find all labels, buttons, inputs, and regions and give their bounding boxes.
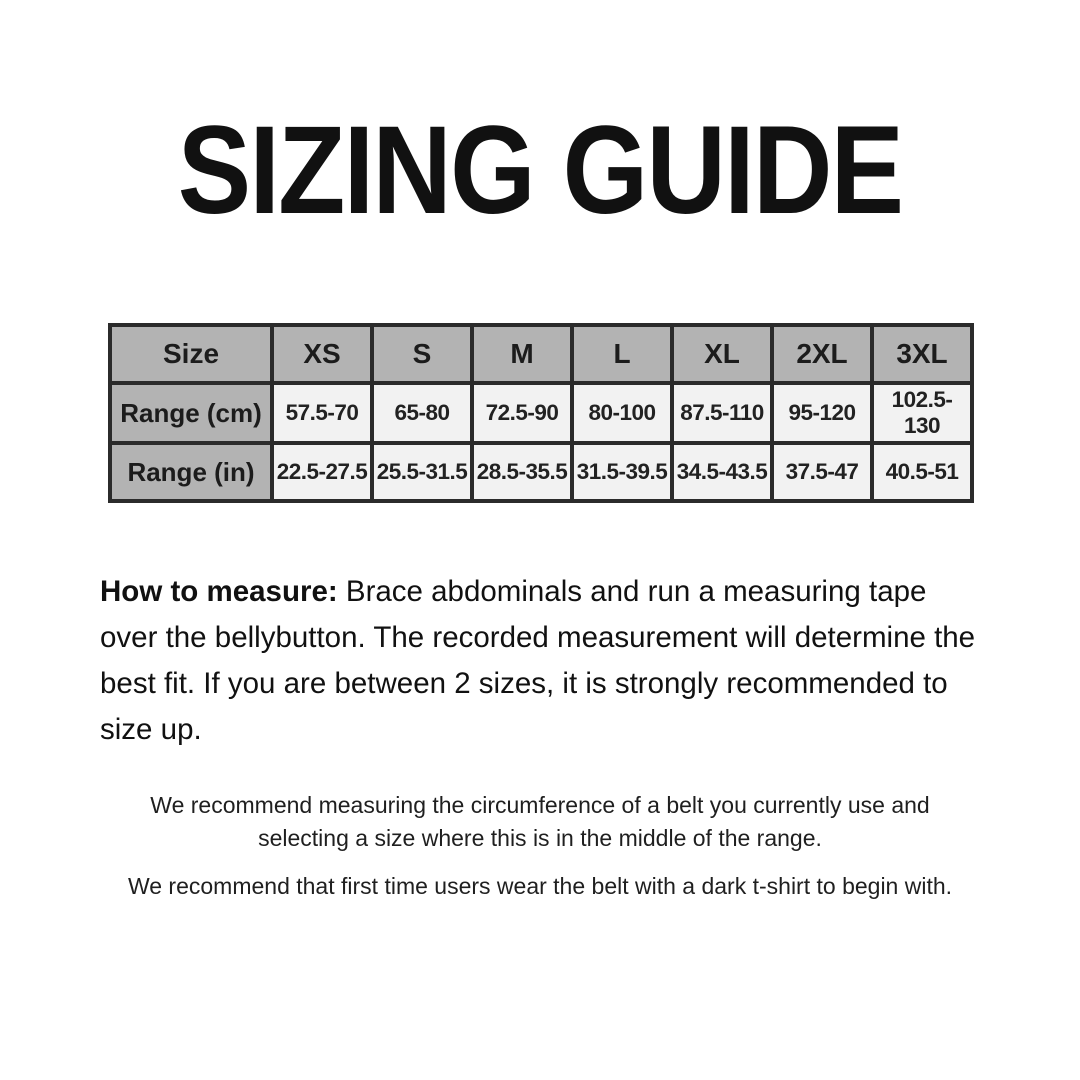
- cell-cm-l: 80-100: [572, 383, 672, 443]
- cell-in-m: 28.5-35.5: [472, 443, 572, 501]
- cell-in-2xl: 37.5-47: [772, 443, 872, 501]
- sizing-table: [108, 323, 974, 503]
- cell-in-xl: 34.5-43.5: [672, 443, 772, 501]
- recommendation-notes: [100, 789, 980, 903]
- cell-cm-xl: 87.5-110: [672, 383, 772, 443]
- table-row: [110, 383, 972, 443]
- note-dark-tshirt: We recommend that first time users wear the belt with a dark t-shirt to begin with.: [127, 873, 953, 899]
- cell-cm-m: 72.5-90: [472, 383, 572, 443]
- column-header-xl: XL: [672, 325, 772, 383]
- cell-cm-3xl: 102.5-130: [872, 383, 972, 443]
- column-header-l: L: [572, 325, 672, 383]
- cell-cm-s: 65-80: [372, 383, 472, 443]
- row-label-range-in: Range (in): [110, 443, 272, 501]
- sizing-table-container: [108, 323, 972, 503]
- table-header-row: [110, 325, 972, 383]
- column-header-s: S: [372, 325, 472, 383]
- how-to-measure-label: How to measure:: [100, 575, 338, 608]
- cell-cm-xs: 57.5-70: [272, 383, 372, 443]
- page-title: SIZING GUIDE: [177, 101, 903, 240]
- column-header-2xl: 2XL: [772, 325, 872, 383]
- column-header-xs: XS: [272, 325, 372, 383]
- column-header-3xl: 3XL: [872, 325, 972, 383]
- table-row: [110, 443, 972, 501]
- row-label-range-cm: Range (cm): [110, 383, 272, 443]
- cell-in-l: 31.5-39.5: [572, 443, 672, 501]
- cell-in-3xl: 40.5-51: [872, 443, 972, 501]
- cell-in-xs: 22.5-27.5: [272, 443, 372, 501]
- cell-in-s: 25.5-31.5: [372, 443, 472, 501]
- column-header-size: Size: [110, 325, 272, 383]
- how-to-measure-paragraph: [100, 569, 980, 753]
- column-header-m: M: [472, 325, 572, 383]
- how-to-measure-text: Brace abdominals and run a measuring tape over the bellybutton. The recorded measurement will determine the best fit. If you are between 2 sizes, it is strongly recommended to size up.: [100, 575, 976, 746]
- note-belt-circumference: We recommend measuring the circumference of a belt you currently use and selecting a size where this is in the middle of the range.: [150, 792, 930, 851]
- cell-cm-2xl: 95-120: [772, 383, 872, 443]
